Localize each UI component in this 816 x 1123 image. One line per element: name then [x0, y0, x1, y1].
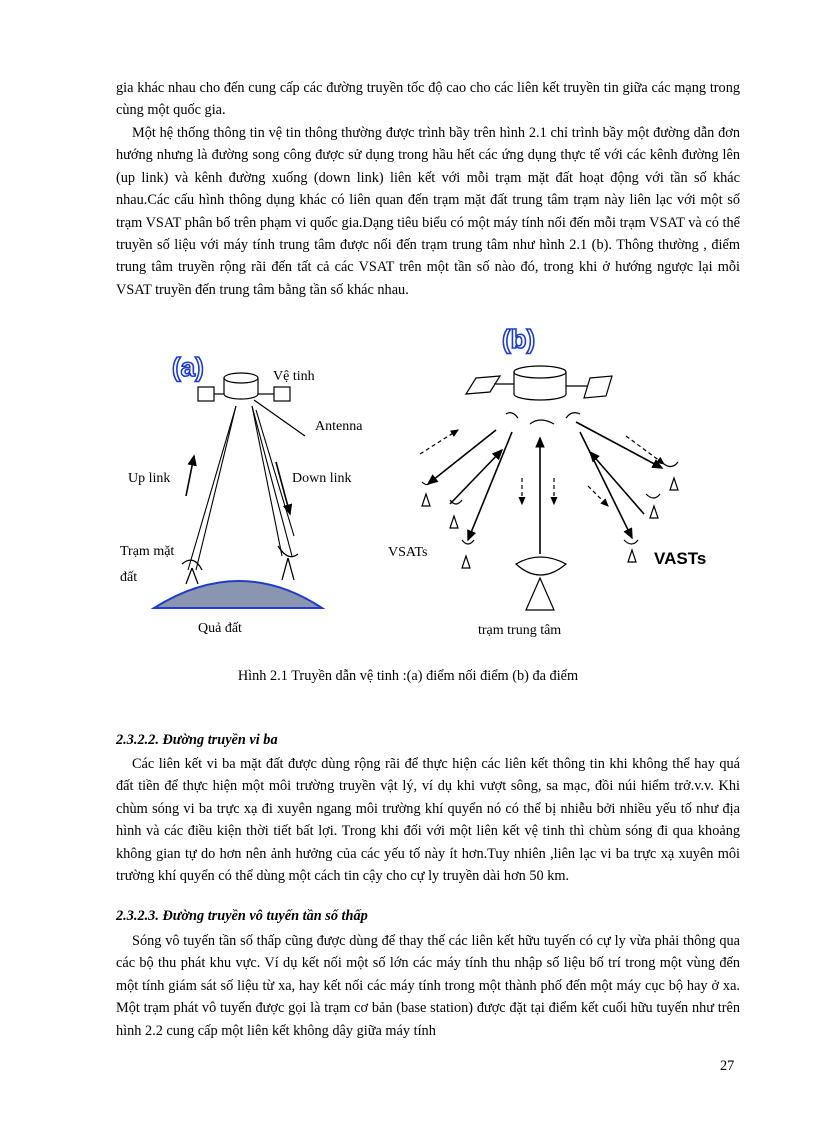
- paragraph-1: gia khác nhau cho đến cung cấp các đường truyền tốc độ cao cho các liên kết truyền tin giữa các mạng trong cùng một quốc gia.: [116, 80, 740, 119]
- satellite-b-icon: [466, 366, 612, 424]
- hub-dish-icon: [516, 557, 566, 610]
- ground-station-label-2: đất: [120, 570, 138, 585]
- downlink-arrow: [276, 462, 290, 514]
- label-a: (a): [172, 352, 204, 382]
- figure-2-1: [110, 318, 730, 648]
- section-2322-title: 2.3.2.2. Đường truyền vi ba: [116, 732, 278, 748]
- ground-station-label-1: Trạm mặt: [120, 544, 175, 559]
- downlink-label: Down link: [292, 471, 352, 486]
- satellite-label: Vệ tinh: [273, 369, 315, 384]
- links-b: [428, 422, 662, 554]
- label-b: (b): [502, 324, 536, 354]
- section-2323-title: 2.3.2.3. Đường truyền vô tuyến tần số thấp: [116, 908, 368, 924]
- uplink-arrow: [186, 456, 194, 496]
- section-2323-body: Sóng vô tuyến tần số thấp cũng được dùng để thay thế các liên kết hữu tuyến có cự ly vừa phải thông qua các bộ thu phát khu vực. Ví dụ kết nối một số lớn các máy tính thu nhập số liệu bố trí trong một vùng đến một tính giám sát số liệu từ xa, hay kết nối các máy tính trong một thành phố đến một máy cục bộ hay ở xa. Một trạm phát vô tuyến được gọi là trạm cơ bản (base station) được đặt tại điểm kết cuối hữu tuyến như trên hình 2.2 cung cấp một liên kết không dây giữa máy tính: [116, 933, 740, 1039]
- figure-caption: Hình 2.1 Truyền dẫn vệ tinh :(a) điểm nối điểm (b) đa điểm: [237, 668, 579, 684]
- earth-label: Quả đất: [198, 621, 242, 636]
- vasts-label: VASTs: [654, 549, 707, 568]
- hub-label: trạm trung tâm: [478, 623, 562, 638]
- section-2322-body: Các liên kết vi ba mặt đất được dùng rộng rãi để thực hiện các liên kết thông tin khi không thể hay quá đất tiền để thực hiện một môi trường truyền vật lý, ví dụ khi vượt sông, sa mạc, đồi núi hiểm trở.v.v. Khi chùm sóng vi ba trực xạ đi xuyên ngang môi trường khí quyển nó có thể bị nhiễu bởi nhiều yếu tố như địa hình và các điều kiện thời tiết bất lợi. Trong khi đối với một liên kết vệ tinh thì chùm sóng đi qua khoảng không gian tự do hơn nên ảnh hưởng của các yếu tố này ít hơn.Tuy nhiên ,liên lạc vi ba trực xạ xuyên môi trường khí quyển có thể dùng một cách tin cậy cho cự ly truyền dài hơn 50 km.: [116, 756, 740, 885]
- page-number: 27: [720, 1058, 735, 1074]
- antenna-label: Antenna: [315, 419, 363, 434]
- satellite-diagram: [110, 318, 730, 648]
- paragraph-2: Một hệ thống thông tin vệ tin thông thường được trình bầy trên hình 2.1 chỉ trình bầy một đường dẫn đơn hướng nhưng là đường song công được sử dụng trong hầu hết các ứng dụng thực tế với các kênh đường lên (up link) và kênh đường xuống (down link) liên kết với mỗi trạm mặt đất hoạt động với tần số khác nhau.Các cấu hình thông dụng khác có liên quan đến trạm mặt đất trung tâm trạm này liên lạc với một số trạm VSAT phân bố trên phạm vi quốc gia.Dạng tiêu biểu có một máy tính nối đến mỗi trạm VSAT và có thể truyền số liệu với máy tính trung tâm được nối đến trạm trung tâm như hình 2.1 (b). Thông thường , điểm trung tâm truyền rộng rãi đến tất cả các VSAT trên một tần số nào đó, trong khi ở hướng ngược lại mỗi VSAT truyền đến trung tâm bằng tần số khác nhau.: [116, 125, 740, 298]
- vsats-label: VSATs: [388, 545, 428, 560]
- beams-a: [188, 406, 294, 570]
- earth-shape: [154, 581, 322, 608]
- vsat-terminal-icons: [422, 462, 678, 568]
- uplink-label: Up link: [128, 471, 171, 486]
